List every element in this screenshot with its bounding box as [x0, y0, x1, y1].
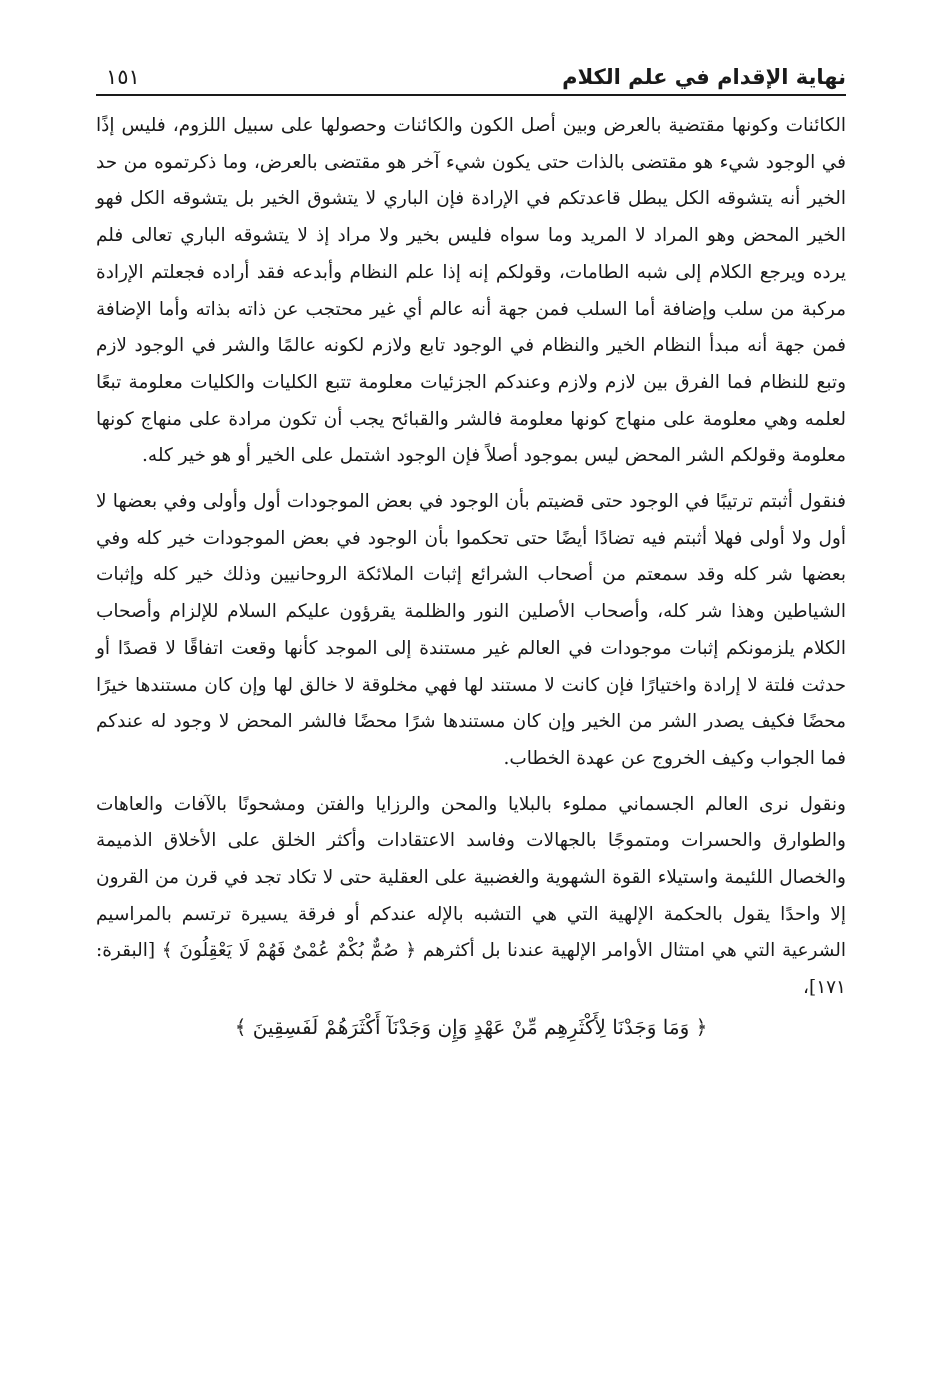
page-number: ١٥١	[106, 65, 140, 89]
quran-verse-line: ﴿ وَمَا وَجَدْنَا لِأَكْثَرِهِم مِّنْ عَهْدٍ وَإِن وَجَدْنَآ أَكْثَرَهُمْ لَفَسِقِينَ ﴾	[234, 1014, 708, 1039]
header-rule	[96, 94, 846, 96]
page-body	[96, 108, 846, 1047]
paragraph-1: الكائنات وكونها مقتضية بالعرض وبين أصل الكون والكائنات وحصولها على سبيل اللزوم، فليس إذًا في الوجود شيء هو مقتضى بالذات حتى يكون شيء آخر هو مقتضى بالعرض، وما ذكرتموه من حد الخير أنه يتشوقه الكل يبطل قاعدتكم في الإرادة فإن الباري لا يتشوق الخير بل يتشوقه الكل فهو الخير المحض وهو المراد لا المريد وما سواه فليس بخير ولا مراد إذ لا يتشوقه الباري تعالى فلم يرده ويرجع الكلام إلى شبه الطامات، وقولكم إنه إذا علم النظام وأبدعه فقد أراده فجعلتم الإرادة مركبة من سلب وإضافة أما السلب فمن جهة أنه عالم أي غير محتجب عن ذاته بذاته وأما الإضافة فمن جهة أنه مبدأ النظام الخير والنظام في الوجود تابع ولازم لكونه عالمًا والشر في الوجود لازم وتبع للنظام فما الفرق بين لازم ولازم وعندكم الجزئيات معلومة تتبع الكليات والكليات معلومة تبعًا لعلمه وهي معلومة على منهاج كونها معلومة فالشر والقبائح يجب أن تكون مرادة على منهاج كونها معلومة وقولكم الشر المحض ليس بموجود أصلاً فإن الوجود اشتمل على الخير أو هو خير كله.	[96, 115, 846, 467]
paragraph-3: ونقول نرى العالم الجسماني مملوء بالبلايا والمحن والرزايا والفتن ومشحونًا بالآفات والعاهات والطوارق والحسرات ومتموجًا بالجهالات وفاسد الاعتقادات وأكثر الخلق على الأخلاق الذميمة والخصال اللئيمة واستيلاء القوة الشهوية والغضبية على العقلية حتى لا تكاد تجد في قرن من القرون إلا واحدًا يقول بالحكمة الإلهية التي هي التشبه بالإله عندكم أو فرقة يسيرة ترتسم بالمراسيم الشرعية التي هي امتثال الأوامر الإلهية عندنا بل أكثرهم ﴿ صُمٌّ بُكْمٌ عُمْىٌ فَهُمْ لَا يَعْقِلُونَ ﴾ [البقرة: ١٧١]،	[96, 793, 846, 999]
book-page	[96, 52, 846, 1352]
paragraph-2: فنقول أثبتم ترتيبًا في الوجود حتى قضيتم بأن الوجود في بعض الموجودات أول وأولى وفي بعضها لا أول ولا أولى فهلا أثبتم فيه تضادًا أيضًا حتى تحكموا بأن الوجود في بعض الموجودات خير كله وفي بعضها شر كله وقد سمعتم من أصحاب الشرائع إثبات الملائكة الروحانيين وذلك خير كله وإثبات الشياطين وهذا شر كله، وأصحاب الأصلين النور والظلمة يقرؤون عليكم السلام للإلزام وأصحاب الكلام يلزمونكم إثبات موجودات في العالم غير مستندة إلى الموجد كأنها وقعت اتفاقًا لا قصدًا أو حدثت فلتة لا إرادة واختيارًا فإن كانت لا مستند لها فهي مخلوقة لا خالق لها وإن كان مستندها خيرًا محضًا فكيف يصدر الشر من الخير وإن كان مستندها شرًا محضًا فالشر المحض لا وجود له عندكم فما الجواب وكيف الخروج عن عهدة الخطاب.	[96, 491, 846, 769]
book-title: نهاية الإقدام في علم الكلام	[562, 65, 846, 89]
running-header	[96, 52, 846, 92]
